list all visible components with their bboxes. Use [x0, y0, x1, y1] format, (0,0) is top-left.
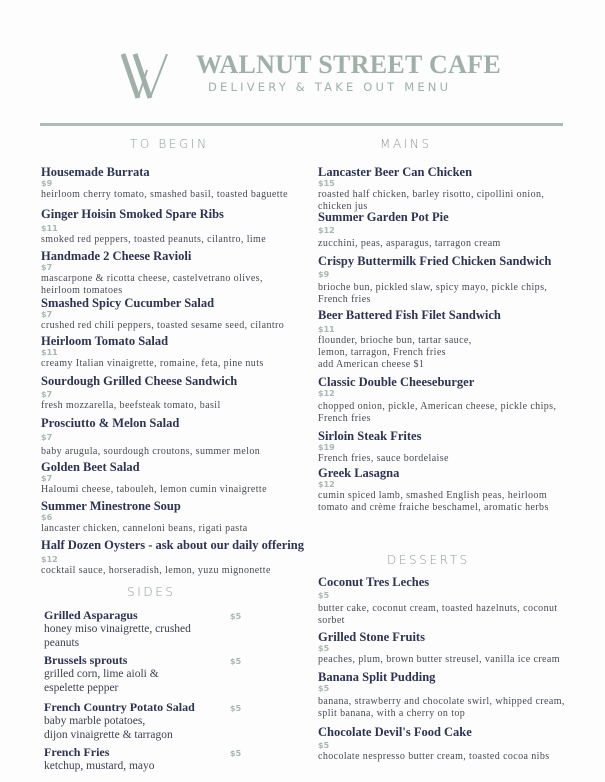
- menu-item: [318, 429, 449, 465]
- item-price: $12: [318, 480, 335, 489]
- menu-item: [318, 254, 551, 306]
- cafe-name: WALNUT STREET CAFE: [196, 50, 501, 79]
- side-item: [44, 608, 191, 650]
- item-title: Banana Split Pudding: [318, 670, 436, 684]
- menu-item: [318, 466, 549, 514]
- item-price: $11: [41, 348, 58, 357]
- menu-item: [41, 416, 260, 458]
- item-description: roasted half chicken, barley risotto, cipollini onion, chicken jus: [318, 189, 545, 212]
- menu-item: [41, 538, 304, 577]
- item-description: cumin spiced lamb, smashed English peas, heirloom tomato and crème fraiche beschamel, aromatic herbs: [318, 490, 549, 513]
- item-title: Crispy Buttermilk Fried Chicken Sandwich: [318, 254, 552, 268]
- menu-item: [41, 499, 248, 535]
- item-price: $5: [318, 684, 330, 693]
- item-price: $7: [41, 310, 53, 319]
- item-description: smoked red peppers, toasted peanuts, cilantro, lime: [41, 234, 267, 245]
- item-title: Heirloom Tomato Salad: [41, 334, 169, 348]
- item-description: mascarpone & ricotta cheese, castelvetrano olives, heirloom tomatoes: [41, 273, 263, 296]
- item-title: Sourdough Grilled Cheese Sandwich: [41, 374, 238, 388]
- menu-item: [41, 460, 267, 496]
- item-title: Lancaster Beer Can Chicken: [318, 165, 473, 179]
- item-title: Housemade Burrata: [41, 165, 150, 179]
- item-description: cocktail sauce, horseradish, lemon, yuzu mignonette: [41, 565, 271, 576]
- item-title: Sirloin Steak Frites: [318, 429, 422, 443]
- item-title: French Fries: [44, 745, 110, 759]
- menu-item: [318, 725, 550, 763]
- item-description: baby arugula, sourdough croutons, summer melon: [41, 446, 261, 457]
- item-price: $9: [318, 270, 330, 279]
- item-title: Brussels sprouts: [44, 653, 128, 667]
- item-title: French Country Potato Salad: [44, 700, 195, 714]
- menu-item: [41, 165, 288, 201]
- item-price: $5: [230, 657, 242, 666]
- item-price: $15: [318, 179, 335, 188]
- item-title: Greek Lasagna: [318, 466, 400, 480]
- menu-subtitle: DELIVERY & TAKE OUT MENU: [208, 80, 452, 94]
- item-title: Summer Minestrone Soup: [41, 499, 181, 513]
- item-description: peaches, plum, brown butter streusel, vanilla ice cream: [318, 654, 560, 665]
- item-price: $11: [41, 224, 58, 233]
- item-title: Coconut Tres Leches: [318, 575, 430, 589]
- item-price: $12: [318, 389, 335, 398]
- item-description: butter cake, coconut cream, toasted hazelnuts, coconut sorbet: [318, 603, 558, 626]
- side-item: [44, 700, 195, 742]
- item-price: $12: [318, 226, 335, 235]
- item-price: $7: [41, 474, 53, 483]
- section-heading-mains: MAINS: [380, 137, 432, 151]
- item-title: Ginger Hoisin Smoked Spare Ribs: [41, 207, 224, 221]
- item-title: Grilled Asparagus: [44, 608, 138, 622]
- item-price: $7: [41, 390, 53, 399]
- item-description: honey miso vinaigrette, crushed peanuts: [44, 623, 191, 649]
- item-price: $5: [318, 644, 330, 653]
- item-description: heirloom cherry tomato, smashed basil, toasted baguette: [41, 189, 288, 200]
- section-heading-sides: SIDES: [127, 585, 176, 599]
- item-description: chopped onion, pickle, American cheese, pickle chips, French fries: [318, 401, 557, 424]
- item-description: Haloumi cheese, tabouleh, lemon cumin vinaigrette: [41, 484, 267, 495]
- item-price: $12: [41, 555, 58, 564]
- item-price: $11: [318, 325, 335, 334]
- menu-item: [318, 308, 501, 371]
- section-heading-desserts: DESSERTS: [387, 553, 470, 567]
- item-title: Summer Garden Pot Pie: [318, 210, 449, 224]
- item-description: zucchini, peas, asparagus, tarragon cream: [318, 238, 501, 249]
- item-title: Prosciutto & Melon Salad: [41, 416, 180, 430]
- menu-item: [318, 210, 501, 250]
- item-title: Grilled Stone Fruits: [318, 630, 425, 644]
- item-title: Half Dozen Oysters - ask about our daily offering: [41, 538, 304, 552]
- item-price: $7: [41, 433, 53, 442]
- item-description: ketchup, mustard, mayo: [44, 760, 155, 772]
- item-title: Beer Battered Fish Filet Sandwich: [318, 308, 501, 322]
- menu-item: [41, 334, 264, 370]
- item-description: brioche bun, pickled slaw, spicy mayo, pickle chips, French fries: [318, 282, 548, 305]
- item-price: $5: [230, 749, 242, 758]
- item-price: $5: [230, 612, 242, 621]
- menu-item: [41, 374, 237, 412]
- item-title: Classic Double Cheeseburger: [318, 375, 475, 389]
- menu-item: [318, 575, 558, 627]
- section-heading-to-begin: TO BEGIN: [130, 137, 209, 151]
- item-description: banana, strawberry and chocolate swirl, whipped cream, split banana, with a cherry on top: [318, 696, 565, 719]
- menu-item: [318, 630, 560, 666]
- item-price: $9: [41, 179, 53, 188]
- item-price: $5: [318, 741, 330, 750]
- item-description: French fries, sauce bordelaise: [318, 453, 449, 464]
- item-description: chocolate nespresso butter cream, toasted cocoa nibs: [318, 751, 550, 762]
- item-title: Chocolate Devil's Food Cake: [318, 725, 472, 739]
- item-description: grilled corn, lime aioli & espelette pepper: [44, 668, 159, 694]
- item-description: flounder, brioche bun, tartar sauce, lemon, tarragon, French fries add American cheese $1: [318, 335, 472, 370]
- item-price: $5: [318, 591, 330, 600]
- menu-item: [318, 670, 565, 720]
- menu-item: [318, 375, 556, 425]
- item-price: $5: [230, 704, 242, 713]
- menu-item: [41, 296, 284, 332]
- item-price: $7: [41, 263, 53, 272]
- item-description: baby marble potatoes, dijon vinaigrette & tarragon: [44, 715, 173, 741]
- item-description: creamy Italian vinaigrette, romaine, feta, pine nuts: [41, 358, 264, 369]
- side-item: [44, 653, 159, 695]
- item-price: $19: [318, 443, 335, 452]
- menu-item: [41, 249, 263, 297]
- item-title: Golden Beet Salad: [41, 460, 140, 474]
- menu-item: [318, 165, 544, 213]
- side-item: [44, 745, 155, 773]
- item-description: crushed red chili peppers, toasted sesame seed, cilantro: [41, 320, 285, 331]
- item-price: $6: [41, 513, 53, 522]
- menu-item: [41, 207, 266, 246]
- walnut-logo-icon: [121, 52, 171, 100]
- item-title: Handmade 2 Cheese Ravioli: [41, 249, 192, 263]
- item-title: Smashed Spicy Cucumber Salad: [41, 296, 215, 310]
- header-divider: [40, 123, 563, 126]
- item-description: lancaster chicken, canneloni beans, rigati pasta: [41, 523, 248, 534]
- item-description: fresh mozzarella, beefsteak tomato, basil: [41, 400, 221, 411]
